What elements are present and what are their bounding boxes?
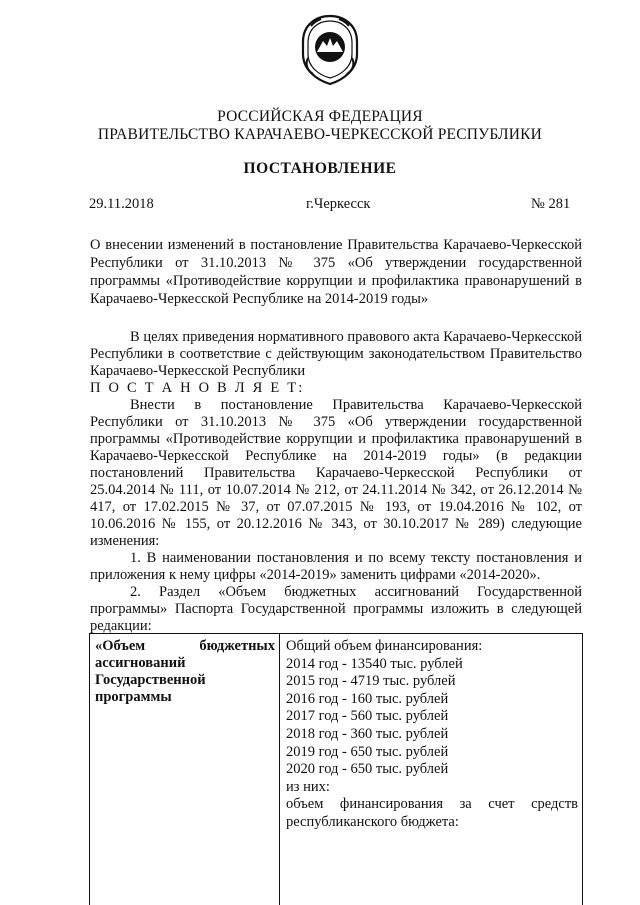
intro-paragraph: Внести в постановление Правительства Карачаево-Черкесской Республики от 31.10.2013 № 375 «Об утверждении государственной программы «Противодействие коррупции и профилактика правонарушений в Карачаево-Черкесской Республике на 2014-2019 годы» (в редакции постановлений Правительства Карачаево-Черкесской Республики от 25.04.2014 № 111, от 10.07.2014 № 212, от 24.11.2014 № 342, от 26.12.2014 № 417, от 17.02.2015 № 37, от 07.07.2015 № 193, от 19.04.2016 № 102, от 10.06.2016 № 155, от 20.12.2016 № 343, от 30.10.2017 № 289) следующие изменения: (90, 397, 582, 549)
document-type-title: ПОСТАНОВЛЕНИЕ (243, 160, 397, 177)
document-date: 29.11.2018 (89, 196, 154, 212)
header-government: ПРАВИТЕЛЬСТВО КАРАЧАЕВО-ЧЕРКЕССКОЙ РЕСПУБЛИКИ (97, 126, 543, 143)
item-2-paragraph: 2. Раздел «Объем бюджетных ассигнований Государственной программы» Паспорта Государственной программы изложить в следующей редакции: (90, 584, 582, 634)
funding-row-2015: 2015 год - 4719 тыс. рублей (286, 673, 456, 690)
document-number: № 281 (531, 196, 571, 212)
header-country: РОССИЙСКАЯ ФЕДЕРАЦИЯ (217, 108, 423, 125)
preamble-paragraph: В целях приведения нормативного правового акта Карачаево-Черкесской Республики в соответствие с действующим законодательством Правительство Карачаево-Черкесской Республики (90, 329, 582, 379)
coat-of-arms-emblem (299, 14, 361, 86)
document-city: г.Черкесск (306, 196, 371, 212)
document-body (90, 329, 582, 635)
budget-table (89, 633, 583, 905)
funding-row-2014: 2014 год - 13540 тыс. рублей (286, 655, 463, 672)
funding-row-2017: 2017 год - 560 тыс. рублей (286, 708, 449, 725)
funding-row-2020: 2020 год - 650 тыс. рублей (286, 761, 449, 778)
item-1-paragraph: 1. В наименовании постановления и по всему тексту постановления и приложения к нему цифры «2014-2019» заменить цифрами «2014-2020». (90, 550, 582, 583)
republic-funding-label: объем финансирования за счет средств республиканского бюджета: (286, 796, 578, 830)
funding-row-2016: 2016 год - 160 тыс. рублей (286, 690, 449, 707)
budget-table-value-cell (281, 634, 582, 905)
document-subject: О внесении изменений в постановление Правительства Карачаево-Черкесской Республики от 31.10.2013 № 375 «Об утверждении государственной программы «Противодействие коррупции и профилактика правонарушений в Карачаево-Черкесской Республике на 2014-2019 годы» (90, 237, 582, 307)
of-them-label: из них: (286, 778, 330, 795)
decree-word: П О С Т А Н О В Л Я Е Т: (90, 380, 305, 396)
total-funding-label: Общий объем финансирования: (286, 638, 483, 654)
budget-table-label-cell: «Объем бюджетных ассигнований Государственной программы (90, 634, 280, 905)
funding-row-2018: 2018 год - 360 тыс. рублей (286, 725, 449, 742)
funding-row-2019: 2019 год - 650 тыс. рублей (286, 743, 449, 760)
